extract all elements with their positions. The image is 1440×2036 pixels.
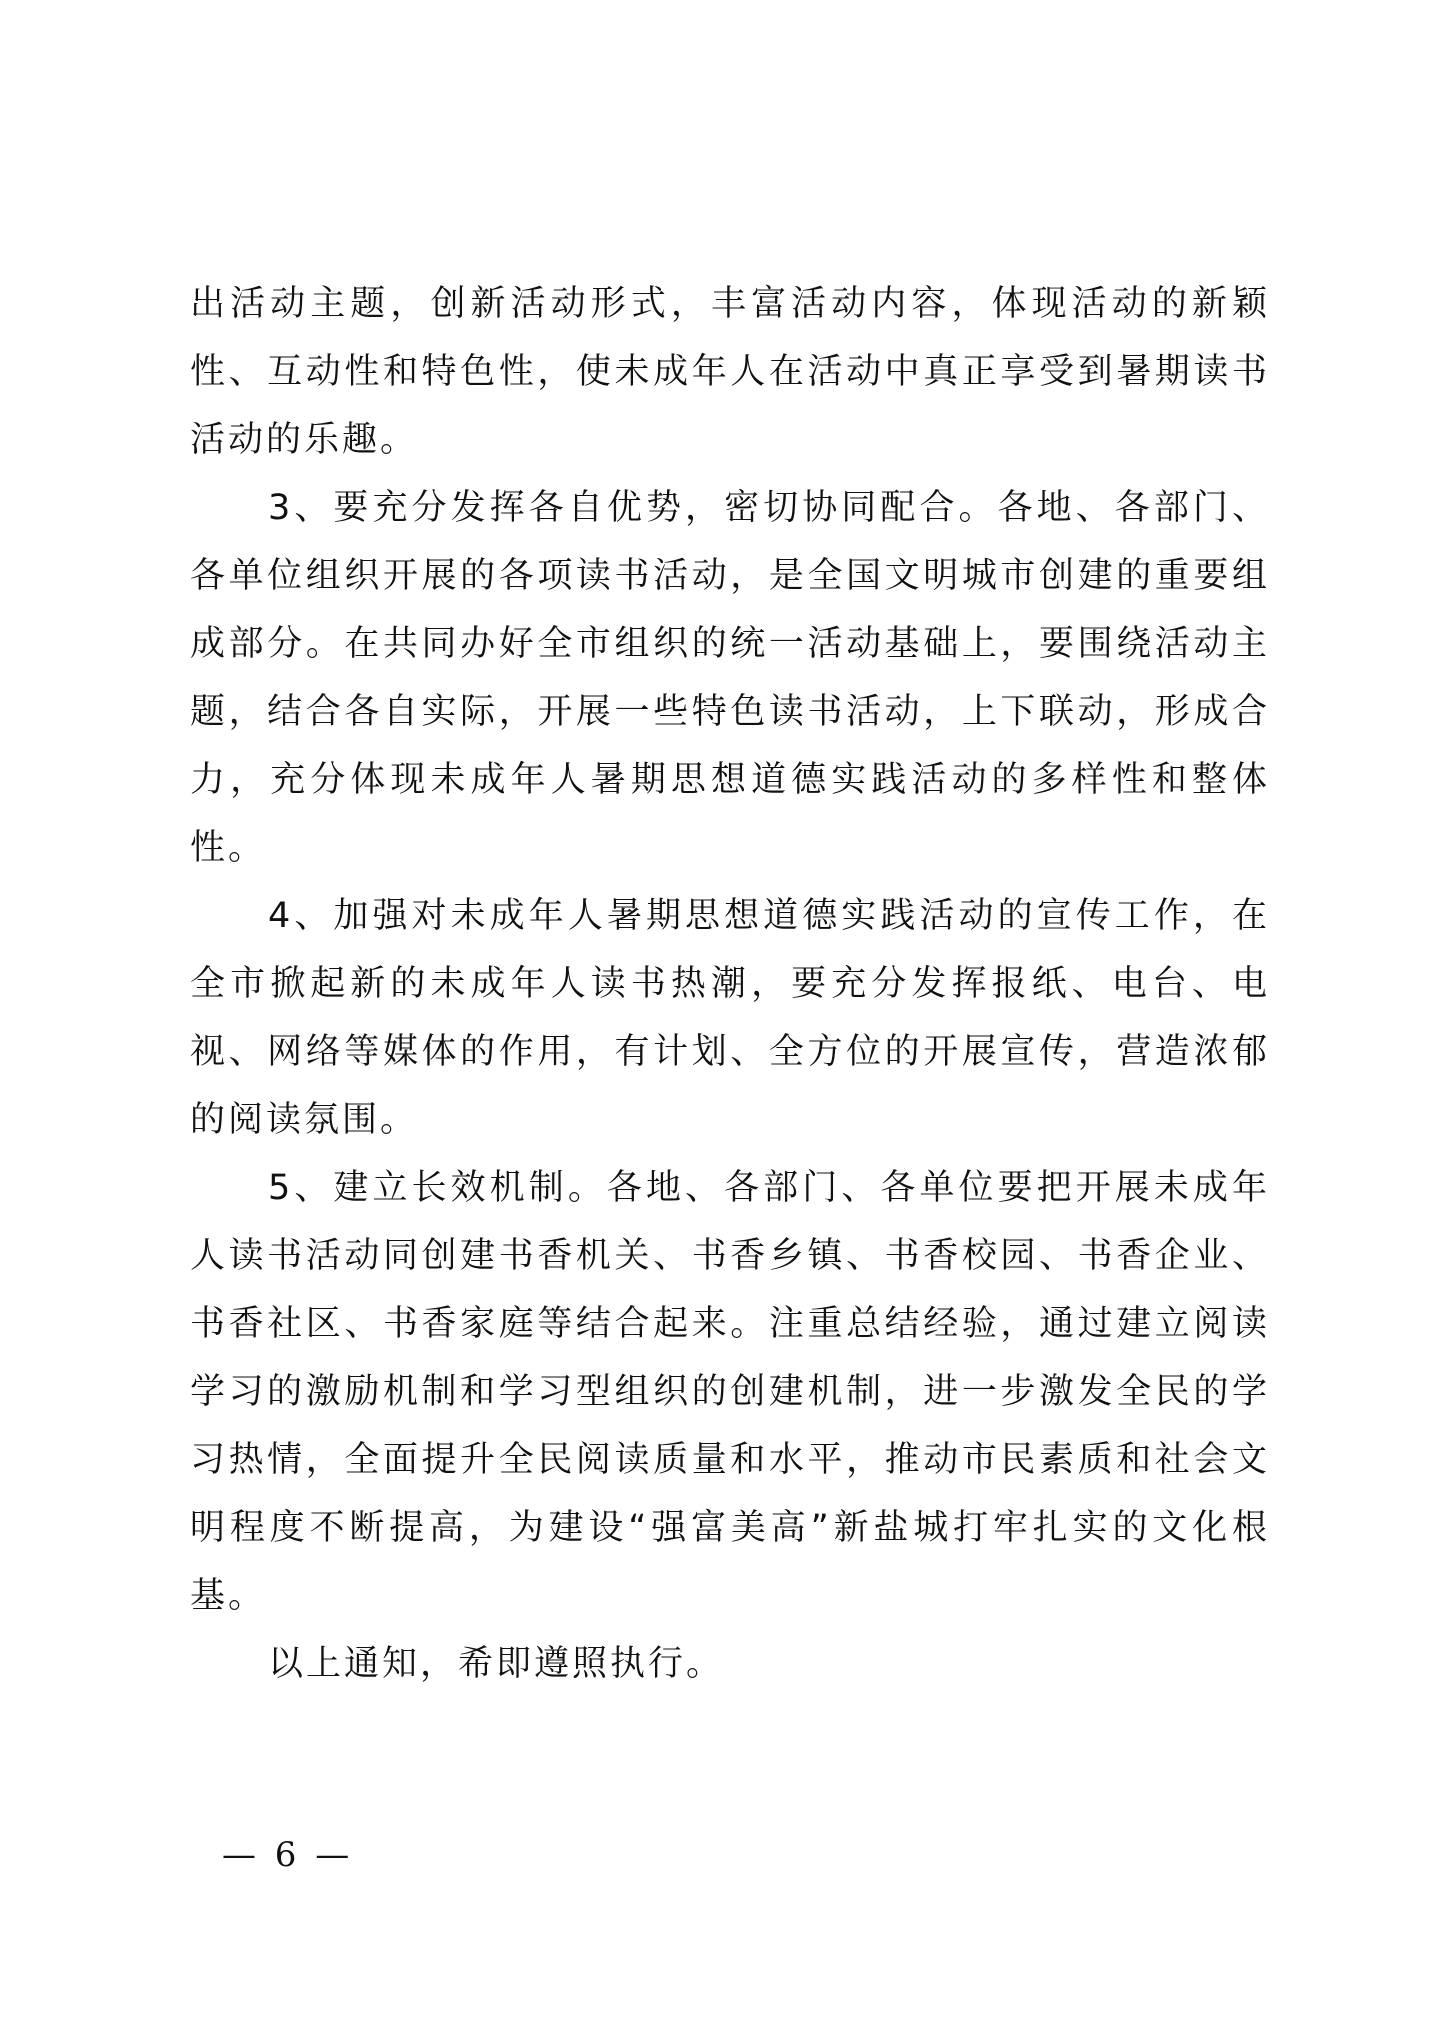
paragraph-item-4: 4、加强对未成年人暑期思想道德实践活动的宣传工作，在全市掀起新的未成年人读书热潮，要充分发挥报纸、电台、电视、网络等媒体的作用，有计划、全方位的开展宣传，营造浓郁的阅读氛围。 <box>190 896 1270 1140</box>
paragraph-item-3: 3、要充分发挥各自优势，密切协同配合。各地、各部门、各单位组织开展的各项读书活动，是全国文明城市创建的重要组成部分。在共同办好全市组织的统一活动基础上，要围绕活动主题，结合各自实际，开展一些特色读书活动，上下联动，形成合力，充分体现未成年人暑期思想道德实践活动的多样性和整体性。 <box>190 488 1270 868</box>
paragraph-item-5: 5、建立长效机制。各地、各部门、各单位要把开展未成年人读书活动同创建书香机关、书香乡镇、书香校园、书香企业、书香社区、书香家庭等结合起来。注重总结经验，通过建立阅读学习的激励机制和学习型组织的创建机制，进一步激发全民的学习热情，全面提升全民阅读质量和水平，推动市民素质和社会文明程度不断提高，为建设“强富美高”新盐城打牢扎实的文化根基。 <box>190 1168 1270 1616</box>
paragraph-closing: 以上通知，希即遵照执行。 <box>268 1644 725 1684</box>
document-body <box>190 270 1270 1698</box>
paragraph-continuation: 出活动主题，创新活动形式，丰富活动内容，体现活动的新颖性、互动性和特色性，使未成年人在活动中真正享受到暑期读书活动的乐趣。 <box>190 284 1270 460</box>
page-number: — 6 — <box>222 1835 354 1875</box>
